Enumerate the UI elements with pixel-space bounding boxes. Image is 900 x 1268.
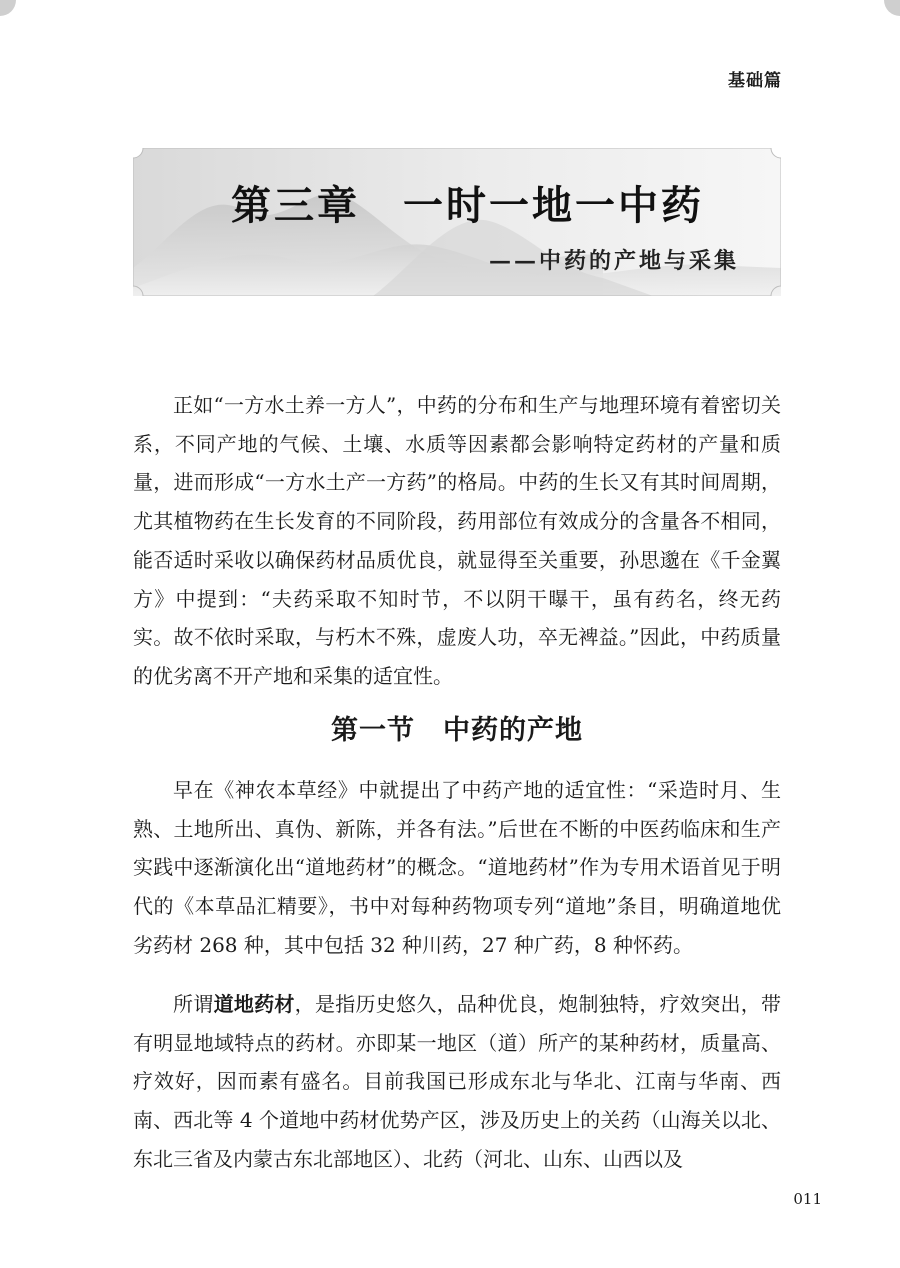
term-daodi-yaocai: 道地药材 <box>213 992 295 1016</box>
section-title: 第一节 中药的产地 <box>331 715 583 746</box>
section-paragraph-1: 早在《神农本草经》中就提出了中药产地的适宜性：“采造时月、生熟、土地所出、真伪、新陈，并各有法。”后世在不断的中医药临床和生产实践中逐渐演化出“道地药材”的概念。“道地药材”作为专用术语首见于明代的《本草品汇精要》，书中对每种药物项专列“道地”条目，明确道地优劣药材 268 种，其中包括 32 种川药，27 种广药，8 种怀药。 <box>133 778 781 957</box>
running-head: 基础篇 <box>728 71 782 91</box>
chapter-title: 第三章 一时一地一中药 <box>231 182 704 229</box>
intro-paragraph: 正如“一方水土养一方人”，中药的分布和生产与地理环境有着密切关系，不同产地的气候、土壤、水质等因素都会影响特定药材的产量和质量，进而形成“一方水土产一方药”的格局。中药的生长又有其时间周期，尤其植物药在生长发育的不同阶段，药用部位有效成分的含量各不相同，能否适时采收以确保药材品质优良，就显得至关重要，孙思邈在《千金翼方》中提到：“夫药采取不知时节，不以阴干曝干，虽有药名，终无药实。故不依时采取，与朽木不殊，虚废人功，卒无裨益。”因此，中药质量的优劣离不开产地和采集的适宜性。 <box>133 393 781 688</box>
chapter-subtitle: ——中药的产地与采集 <box>488 248 739 274</box>
chapter-banner <box>133 148 781 296</box>
section-paragraph-2 <box>133 985 781 1179</box>
paragraph-2-rest: ，是指历史悠久，品种优良，炮制独特，疗效突出，带有明显地域特点的药材。亦即某一地区（道）所产的某种药材，质量高、疗效好，因而素有盛名。目前我国已形成东北与华北、江南与华南、西南、西北等 4 个道地中药材优势产区，涉及历史上的关药（山海关以北、东北三省及内蒙古东北部地区）、北药（河北、山东、山西以及 <box>133 992 782 1171</box>
page-corner-top-left <box>0 0 16 16</box>
page-number: 011 <box>793 1190 822 1208</box>
paragraph-2-prefix: 所谓 <box>173 992 214 1016</box>
page-corner-top-right <box>884 0 900 16</box>
